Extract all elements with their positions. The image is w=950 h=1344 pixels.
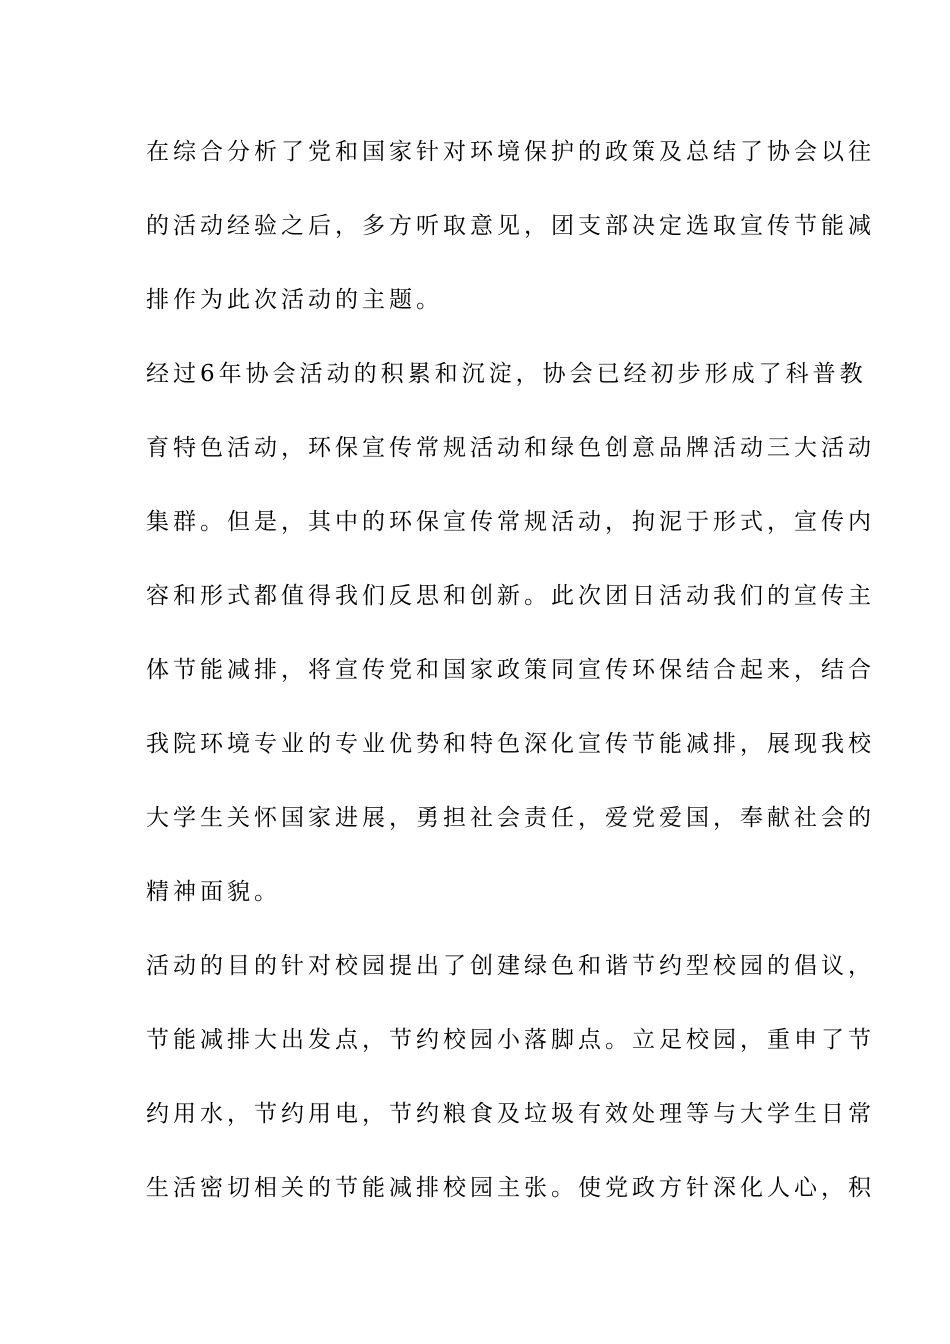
text-line: 体节能减排，将宣传党和国家政策同宣传环保结合起来，结合 [146,657,875,683]
text-line: 约用水，节约用电，节约粮食及垃圾有效处理等与大学生日常 [146,1101,875,1127]
text-line: 在综合分析了党和国家针对环境保护的政策及总结了协会以往 [146,139,875,165]
text-line: 容和形式都值得我们反思和创新。此次团日活动我们的宣传主 [146,583,875,609]
text-line: 生活密切相关的节能减排校园主张。使党政方针深化人心，积 [146,1175,875,1201]
text-line: 经过6年协会活动的积累和沉淀，协会已经初步形成了科普教 [146,361,867,387]
text-line: 集群。但是，其中的环保宣传常规活动，拘泥于形式，宣传内 [146,509,875,535]
text-line: 活动的目的针对校园提出了创建绿色和谐节约型校园的倡议， [146,953,875,979]
text-line: 的活动经验之后，多方听取意见，团支部决定选取宣传节能减 [146,213,875,239]
text-line: 育特色活动，环保宣传常规活动和绿色创意品牌活动三大活动 [146,435,875,461]
text-line: 我院环境专业的专业优势和特色深化宣传节能减排，展现我校 [146,731,875,757]
text-line: 大学生关怀国家进展，勇担社会责任，爱党爱国，奉献社会的 [146,805,875,831]
text-line: 排作为此次活动的主题。 [146,287,443,313]
text-line: 节能减排大出发点，节约校园小落脚点。立足校园，重申了节 [146,1027,875,1053]
text-line: 精神面貌。 [146,879,281,905]
